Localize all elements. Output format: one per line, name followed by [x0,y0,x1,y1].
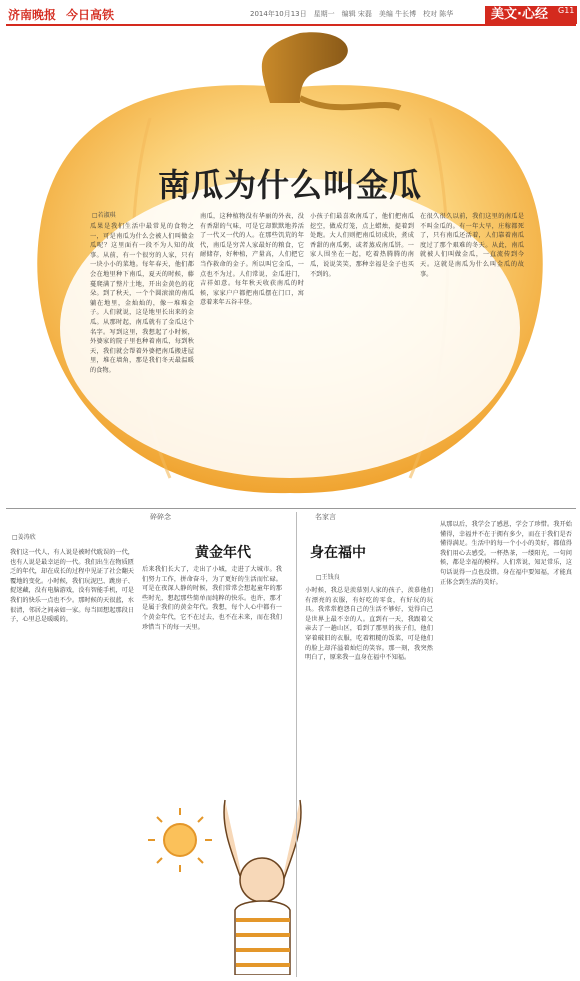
page-number: G11 [558,6,575,15]
masthead-rule [6,24,576,26]
newspaper-brand: 济南晚报 [8,8,57,22]
article3-byline: □王钱良 [316,574,340,581]
article1-col4: 在很久很久以前，我们这里的南瓜是不叫金瓜的。有一年大旱，庄稼都死了，只有南瓜还活着，人们靠着南瓜度过了那个艰难的冬天。从此，南瓜就被人们叫做金瓜，一直流传到今天。这就是南瓜为什么叫金瓜的故事。 [420,213,524,278]
section-divider [6,508,576,509]
sun-icon [148,808,212,872]
section-name: 今日高铁 [66,8,115,22]
article2-column-tag: 碎碎念 [150,513,171,521]
article2-title: 黄金年代 [195,545,251,561]
article3-col2: 从那以后，我学会了感恩，学会了珍惜。我开始懂得，幸福并不在于拥有多少，而在于我们是否懂得满足。生活中的每一个小小的美好，都值得我们用心去感受。一杯热茶，一缕阳光，一句问候，都是幸福的模样。人们常说，知足常乐，这句话说得一点也没错。身在福中要知福，才能真正体会到生活的美好。 [440,521,572,586]
issue-meta: 2014年10月13日 星期一 编辑 宋磊 美编 牛长博 校对 陈华 [250,10,454,18]
article1-col3: 小孩子们最喜欢南瓜了，他们把南瓜挖空，做成灯笼，点上蜡烛，提着到处跑。大人们则把南瓜切成块，煮成香甜的南瓜粥，或者蒸成南瓜饼。一家人围坐在一起，吃着热腾腾的南瓜，说说笑笑，那种幸福是金子也买不到的。 [310,213,414,278]
article2-col1: 我们这一代人，有人说是被时代耽误的一代，也有人说是最幸运的一代。我们出生在物质匮乏的年代，却在成长的过程中见证了社会翻天覆地的变化。小时候，我们玩泥巴、跳房子、捉迷藏，没有电脑游戏，没有智能手机，可是我们的快乐一点也不少。那时候的天很蓝，水很清，邻居之间亲如一家。每当回想起那段日子，心里总是暖暖的。 [10,549,134,624]
article3-title: 身在福中 [310,545,366,561]
article3-col1: 小时候，我总是羡慕别人家的孩子，羡慕他们有漂亮的衣服，有好吃的零食，有好玩的玩具。我常常抱怨自己的生活不够好，觉得自己是世界上最不幸的人。直到有一天，我跟着父亲去了一趟山区，看到了那里的孩子们，他们穿着破旧的衣服，吃着粗糙的饭菜，可是他们的脸上却洋溢着灿烂的笑容。那一刻，我突然明白了，原来我一直身在福中不知福。 [305,587,433,662]
article1-col2: 南瓜，这种植物没有华丽的外表，没有香甜的气味，可是它却默默地养活了一代又一代的人。在那些饥荒的年代，南瓜是穷苦人家最好的粮食，它耐储存，好种植，产量高，人们把它当作救命的金子。所以叫它金瓜，一点也不为过。人们常说，金瓜进门，吉祥如意。每年秋天收获南瓜的时候，家家户户都把南瓜摆在门口，寓意着来年五谷丰登。 [200,213,304,307]
article1-byline: □若淑琪 [92,212,116,219]
main-headline: 南瓜为什么叫金瓜 [157,166,422,204]
child-sun-illustration [140,770,310,975]
article1-col1: 瓜果是我们生活中最常见的食物之一，可是南瓜为什么会被人们叫做金瓜呢？这里面有一段不为人知的故事。从前，有一个很穷的人家，只有一块小小的菜地。每年春天，他们都会在地里种下南瓜，夏天的时候，藤蔓爬满了整片土地，开出金黄色的花朵。到了秋天，一个个圆滚滚的南瓜躺在地里，金灿灿的，像一堆堆金子。人们就说，这是地里长出来的金瓜。从那时起，南瓜就有了金瓜这个名字。写到这里，我想起了小时候，外婆家的院子里也种着南瓜，每到秋天，我们就会帮着外婆把南瓜搬进屋里，堆在墙角，那是我们冬天最温暖的食物。 [90,223,194,374]
article2-col2: 后来我们长大了，走出了小城，走进了大城市。我们努力工作，拼命奋斗，为了更好的生活而忙碌。可是在夜深人静的时候，我们常常会想起童年的那些时光，想起那些简单而纯粹的快乐。也许，那才是属于我们的黄金年代。我想，每个人心中都有一个黄金年代，它不在过去，也不在未来，而在我们珍惜当下的每一天里。 [142,566,282,631]
article2-byline: □姜涛欣 [12,534,36,541]
column-rule [296,512,297,977]
article3-column-tag: 名家言 [315,513,336,521]
column-label: 美文·心经 [485,6,577,24]
